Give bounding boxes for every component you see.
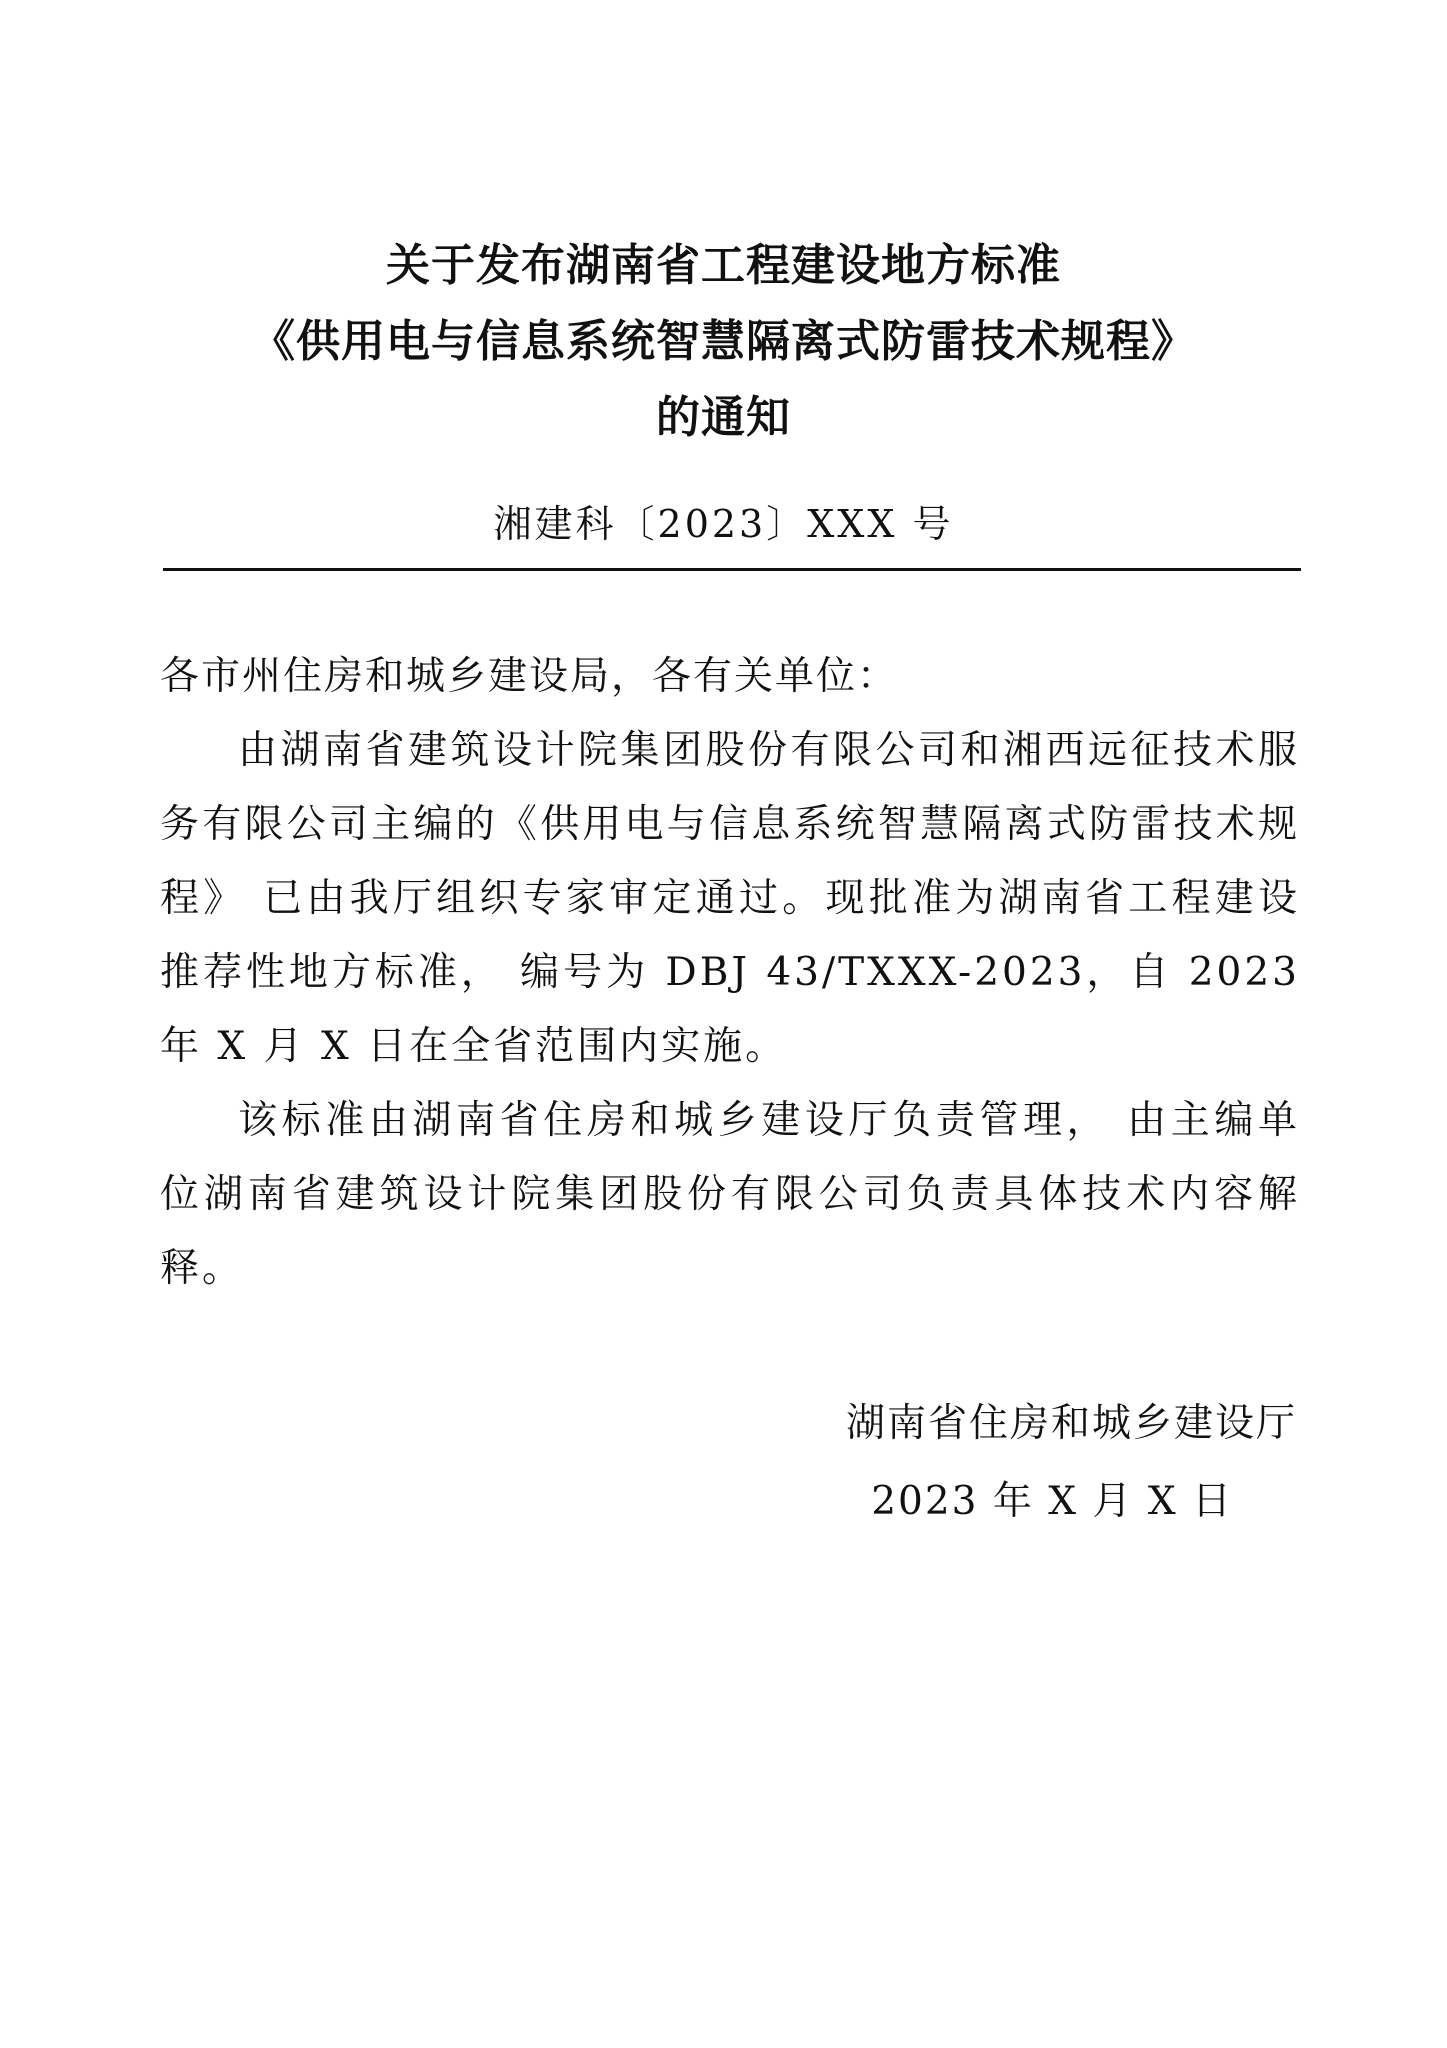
issuer-name: 湖南省住房和城乡建设厅 xyxy=(845,1401,1297,1446)
addressee-line: 各市州住房和城乡建设局，各有关单位： xyxy=(160,654,899,699)
document-number: 湘建科〔2023〕XXX 号 xyxy=(493,502,954,546)
header-divider xyxy=(163,568,1301,571)
document-title xyxy=(0,228,1447,456)
title-line-2: 《供用电与信息系统智慧隔离式防雷技术规程》 xyxy=(251,316,1196,367)
issue-date: 2023 年 X 月 X 日 xyxy=(871,1479,1233,1524)
document-body xyxy=(160,640,1300,1306)
body-paragraph-management: 该标准由湖南省住房和城乡建设厅负责管理， 由主编单位湖南省建筑设计院集团股份有限公司负责具体技术内容解释。 xyxy=(160,1098,1300,1291)
body-paragraph-approval: 由湖南省建筑设计院集团股份有限公司和湘西远征技术服务有限公司主编的《供用电与信息系统智慧隔离式防雷技术规程》 已由我厅组织专家审定通过。现批准为湖南省工程建设推荐性地方标准， 编号为 DBJ 43/TXXX-2023，自 2023 年 X 月 X 日在全省范围内实施。 xyxy=(160,728,1300,1069)
title-line-1: 关于发布湖南省工程建设地方标准 xyxy=(386,240,1061,291)
title-line-3: 的通知 xyxy=(656,392,791,443)
signature-block xyxy=(846,1385,1297,1541)
